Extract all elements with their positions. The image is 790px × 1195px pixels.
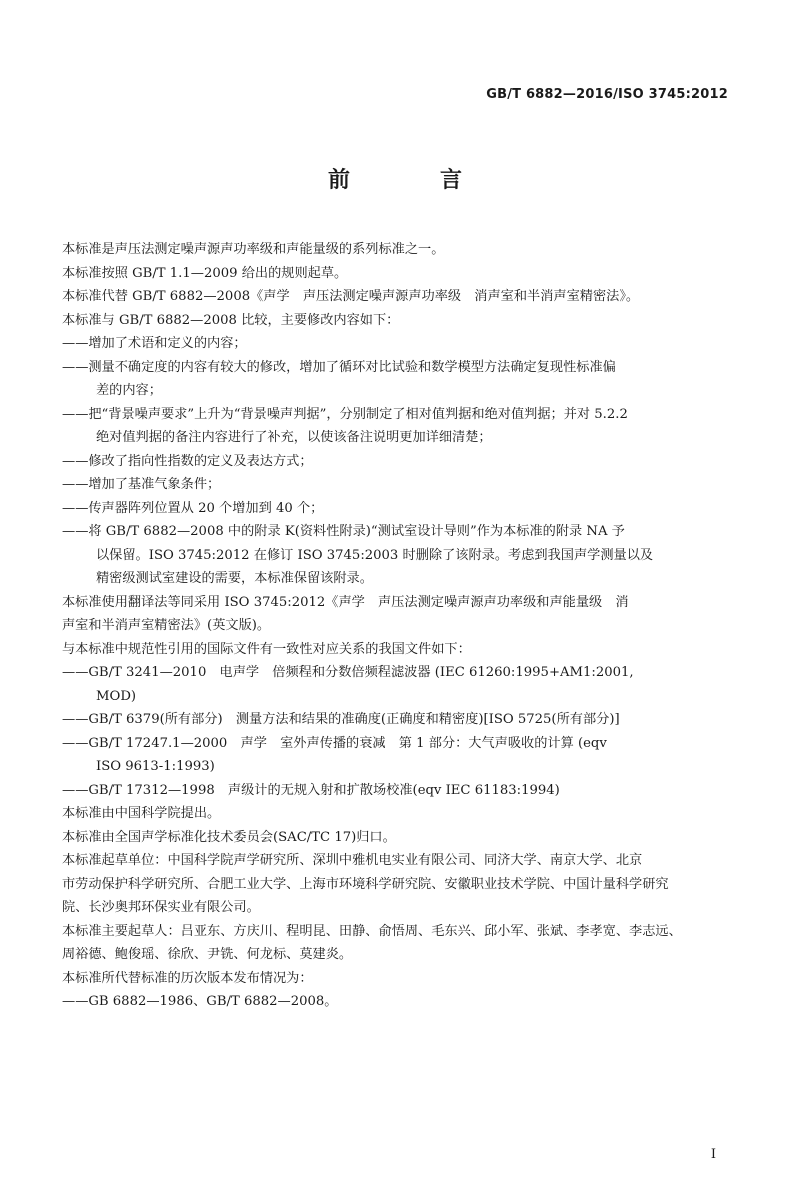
- paragraph-continuation: 市劳动保护科学研究所、合肥工业大学、上海市环境科学研究院、安徽职业技术学院、中国计量科学研究: [62, 876, 669, 892]
- change-item-continuation: 以保留。ISO 3745:2012 在修订 ISO 3745:2003 时删除了该附录。考虑到我国声学测量以及: [96, 547, 654, 563]
- reference-item: ——GB/T 6379(所有部分) 测量方法和结果的准确度(正确度和精密度)[ISO 5725(所有部分)]: [62, 712, 620, 727]
- standard-code-header: GB/T 6882—2016/ISO 3745:2012: [486, 87, 728, 102]
- reference-item: ——GB/T 3241—2010 电声学 倍频程和分数倍频程滤波器 (IEC 61260:1995+AM1:2001,: [62, 665, 634, 680]
- reference-item-continuation: ISO 9613-1:1993): [96, 759, 215, 774]
- paragraph: 本标准与 GB/T 6882—2008 比较，主要修改内容如下：: [62, 312, 400, 328]
- reference-item: ——GB/T 17247.1—2000 声学 室外声传播的衰减 第 1 部分：大气声吸收的计算 (eqv: [62, 735, 607, 751]
- paragraph: 本标准起草单位：中国科学院声学研究所、深圳中雅机电实业有限公司、同济大学、南京大学、北京: [62, 853, 643, 868]
- change-item: ——将 GB/T 6882—2008 中的附录 K(资料性附录)“测试室设计导则”作为本标准的附录 NA 予: [62, 524, 625, 539]
- change-item: ——修改了指向性指数的定义及表达方式；: [62, 453, 313, 469]
- change-item-continuation: 绝对值判据的备注内容进行了补充，以使该备注说明更加详细清楚；: [96, 430, 492, 445]
- change-item: ——增加了基准气象条件；: [62, 477, 221, 492]
- change-item-continuation: 精密级测试室建设的需要，本标准保留该附录。: [96, 571, 373, 586]
- paragraph: 与本标准中规范性引用的国际文件有一致性对应关系的我国文件如下：: [62, 641, 471, 657]
- change-item-continuation: 差的内容；: [96, 383, 162, 398]
- history-item: ——GB 6882—1986、GB/T 6882—2008。: [62, 994, 338, 1009]
- paragraph: 本标准按照 GB/T 1.1—2009 给出的规则起草。: [62, 265, 348, 281]
- paragraph: 本标准由中国科学院提出。: [62, 806, 221, 821]
- change-item: ——传声器阵列位置从 20 个增加到 40 个；: [62, 500, 324, 516]
- paragraph: 本标准使用翻译法等同采用 ISO 3745:2012《声学 声压法测定噪声源声功率级和声能量级 消: [62, 594, 629, 610]
- paragraph-continuation: 声室和半消声室精密法》(英文版)。: [62, 618, 271, 633]
- paragraph-continuation: 周裕德、鲍俊瑶、徐欣、尹铣、何龙标、莫建炎。: [62, 947, 353, 962]
- paragraph: 本标准是声压法测定噪声源声功率级和声能量级的系列标准之一。: [62, 242, 445, 257]
- paragraph: 本标准所代替标准的历次版本发布情况为：: [62, 970, 313, 986]
- reference-item-continuation: MOD): [96, 688, 137, 704]
- paragraph: 本标准由全国声学标准化技术委员会(SAC/TC 17)归口。: [62, 829, 396, 845]
- paragraph: 本标准主要起草人：吕亚东、方庆川、程明昆、田静、俞悟周、毛东兴、邱小军、张斌、李孝宽、李志远、: [62, 923, 682, 939]
- paragraph-continuation: 院、长沙奥邦环保实业有限公司。: [62, 900, 260, 915]
- paragraph: 本标准代替 GB/T 6882—2008《声学 声压法测定噪声源声功率级 消声室和半消声室精密法》。: [62, 289, 640, 304]
- change-item: ——增加了术语和定义的内容；: [62, 336, 247, 351]
- reference-item: ——GB/T 17312—1998 声级计的无规入射和扩散场校准(eqv IEC 61183:1994): [62, 782, 560, 798]
- foreword-body: [62, 238, 734, 1014]
- change-item: ——把“背景噪声要求”上升为“背景噪声判据”，分别制定了相对值判据和绝对值判据；并对 5.2.2: [62, 406, 628, 422]
- page-title: 前 言: [327, 168, 496, 193]
- change-item: ——测量不确定度的内容有较大的修改，增加了循环对比试验和数学模型方法确定复现性标准偏: [62, 359, 616, 375]
- page-number: I: [710, 1147, 716, 1162]
